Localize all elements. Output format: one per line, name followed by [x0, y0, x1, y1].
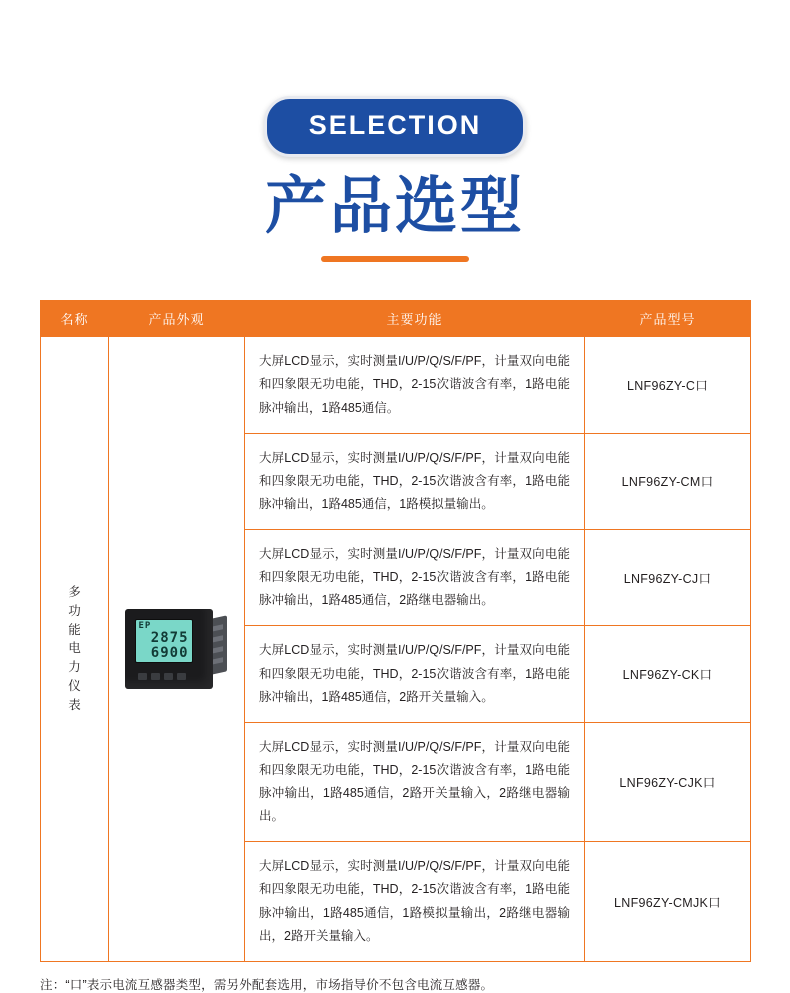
model-cell: LNF96ZY-CK口 [585, 626, 751, 722]
meter-button [138, 673, 147, 680]
product-category-cell [41, 337, 109, 962]
model-cell: LNF96ZY-CJK口 [585, 722, 751, 842]
power-meter-illustration [125, 603, 229, 695]
function-cell: 大屏LCD显示，实时测量I/U/P/Q/S/F/PF，计量双向电能和四象限无功电能，THD，2-15次谐波含有率，1路电能脉冲输出，1路485通信，2路开关量输入，2路继电器输出。 [245, 722, 585, 842]
page-title: 产品选型 [264, 172, 525, 241]
function-cell: 大屏LCD显示，实时测量I/U/P/Q/S/F/PF，计量双向电能和四象限无功电能，THD，2-15次谐波含有率，1路电能脉冲输出，1路485通信，2路继电器输出。 [245, 530, 585, 626]
title-divider [321, 256, 469, 262]
meter-lcd-screen [135, 619, 193, 663]
product-photo-cell [109, 337, 245, 962]
function-cell: 大屏LCD显示，实时测量I/U/P/Q/S/F/PF，计量双向电能和四象限无功电能，THD，2-15次谐波含有率，1路电能脉冲输出，1路485通信，2路开关量输入。 [245, 626, 585, 722]
table-header-row [41, 301, 751, 337]
page-header [0, 0, 790, 262]
model-cell: LNF96ZY-C口 [585, 337, 751, 433]
function-cell: 大屏LCD显示，实时测量I/U/P/Q/S/F/PF，计量双向电能和四象限无功电能，THD，2-15次谐波含有率，1路电能脉冲输出，1路485通信。 [245, 337, 585, 433]
meter-lcd-line1: 2875 [150, 630, 189, 647]
meter-lcd-label: EP [138, 621, 152, 632]
function-cell: 大屏LCD显示，实时测量I/U/P/Q/S/F/PF，计量双向电能和四象限无功电能，THD，2-15次谐波含有率，1路电能脉冲输出，1路485通信，1路模拟量输出。 [245, 433, 585, 529]
meter-button [164, 673, 173, 680]
column-header-name: 名称 [41, 301, 109, 337]
column-header-model: 产品型号 [585, 301, 751, 337]
column-header-function: 主要功能 [245, 301, 585, 337]
selection-badge: SELECTION [264, 96, 527, 157]
model-cell: LNF96ZY-CMJK口 [585, 842, 751, 962]
meter-buttons [137, 669, 191, 679]
meter-button [177, 673, 186, 680]
selection-table-wrapper [40, 300, 750, 962]
model-cell: LNF96ZY-CJ口 [585, 530, 751, 626]
meter-button [151, 673, 160, 680]
model-cell: LNF96ZY-CM口 [585, 433, 751, 529]
function-cell: 大屏LCD显示，实时测量I/U/P/Q/S/F/PF，计量双向电能和四象限无功电能，THD，2-15次谐波含有率，1路电能脉冲输出，1路485通信，1路模拟量输出，2路继电器输出，2路开关量输入。 [245, 842, 585, 962]
table-footnote: 注：“口”表示电流互感器类型，需另外配套选用，市场指导价不包含电流互感器。 [40, 977, 494, 992]
selection-table [40, 300, 751, 962]
product-category-label: 多功能电力仪表 [68, 585, 81, 712]
meter-lcd-line2: 6900 [150, 645, 189, 662]
column-header-appearance: 产品外观 [109, 301, 245, 337]
table-row [41, 337, 751, 433]
